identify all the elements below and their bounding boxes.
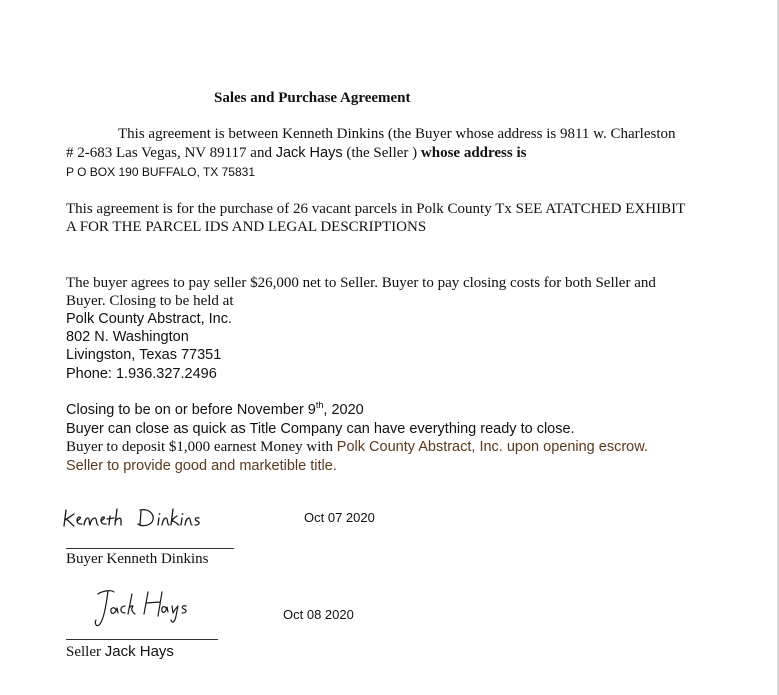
seller-name-inline: Jack Hays <box>275 145 343 161</box>
seller-signature-line <box>66 639 218 640</box>
office-city: Livingston, Texas 77351 <box>66 347 222 363</box>
office-phone: Phone: 1.936.327.2496 <box>66 366 217 382</box>
closing-date-prefix: Closing to be on or before November 9 <box>66 402 316 418</box>
buyer-date: Oct 07 2020 <box>304 510 375 525</box>
buyer-signature-line <box>66 548 234 549</box>
whose-address-text: whose address is <box>420 145 527 161</box>
buyer-label: Buyer Kenneth Dinkins <box>66 551 209 567</box>
seller-label-prefix: Seller <box>66 644 105 660</box>
seller-address: P O BOX 190 BUFFALO, TX 75831 <box>66 165 255 179</box>
office-street: 802 N. Washington <box>66 329 189 345</box>
payment-line-2: Buyer. Closing to be held at <box>66 293 234 309</box>
payment-line-1: The buyer agrees to pay seller $26,000 net to Seller. Buyer to pay closing costs for both Seller and <box>66 275 656 291</box>
seller-role-text: (the Seller ) <box>342 145 421 161</box>
seller-date: Oct 08 2020 <box>283 607 354 622</box>
closing-date-suffix: , 2020 <box>323 402 364 418</box>
closing-date-line <box>66 402 364 418</box>
intro-line-2 <box>66 145 527 162</box>
seller-signature <box>92 586 192 632</box>
deposit-escrow-text: Polk County Abstract, Inc. upon opening escrow. <box>336 439 648 455</box>
office-name: Polk County Abstract, Inc. <box>66 311 233 327</box>
seller-label <box>66 643 174 661</box>
deposit-line <box>66 439 648 456</box>
intro-line-1: This agreement is between Kenneth Dinkins (the Buyer whose address is 9811 w. Charleston <box>118 126 676 142</box>
document-title: Sales and Purchase Agreement <box>214 90 411 106</box>
deposit-text: Buyer to deposit $1,000 earnest Money with <box>66 439 337 455</box>
buyer-address-text: # 2-683 Las Vegas, NV 89117 and <box>66 145 276 161</box>
purpose-line-2: A FOR THE PARCEL IDS AND LEGAL DESCRIPTIONS <box>66 219 427 235</box>
title-clause: Seller to provide good and marketible title. <box>66 458 337 474</box>
seller-label-name: Jack Hays <box>104 643 174 660</box>
quick-close-line: Buyer can close as quick as Title Company can have everything ready to close. <box>66 421 575 437</box>
closing-date-sup: th <box>315 400 324 411</box>
buyer-signature <box>60 502 220 534</box>
purpose-line-1: This agreement is for the purchase of 26 vacant parcels in Polk County Tx SEE ATATCHED EXHIBIT <box>66 201 686 217</box>
